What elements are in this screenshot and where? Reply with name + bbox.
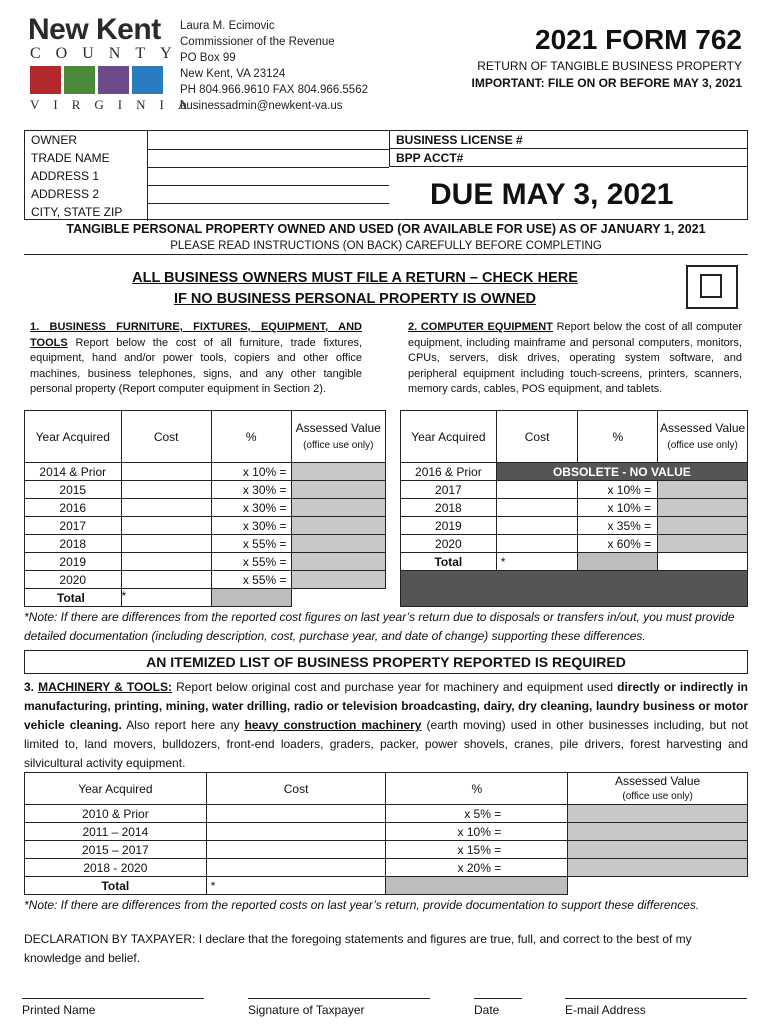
logo-title: New Kent [28, 13, 161, 46]
assessed-cell [291, 499, 385, 517]
logo-state: VIRGINIA [30, 97, 202, 112]
email-field[interactable]: E-mail Address [565, 998, 747, 1017]
total-percent-cell [211, 589, 291, 607]
section3-table [24, 772, 748, 895]
assessed-cell [291, 463, 385, 481]
assessed-cell [291, 535, 385, 553]
section3-heading: MACHINERY & TOOLS: [38, 680, 172, 694]
table-row [25, 571, 386, 589]
cost-cell[interactable] [496, 517, 578, 535]
percent-cell: x 5% = [386, 805, 568, 823]
col-assessed-value [291, 411, 385, 463]
col-cost: Cost [206, 773, 386, 805]
signature-field[interactable]: Signature of Taxpayer [248, 998, 430, 1017]
commissioner-name: Laura M. Ecimovic [180, 20, 275, 32]
note-section1: *Note: If there are differences from the reported cost figures on last year’s return due to disposals or transfers in/out, you must provide detailed documentation (including description, cost, purchase year, and date of change) supporting these differences. [24, 610, 735, 643]
percent-cell: x 15% = [386, 841, 568, 859]
cost-cell[interactable] [496, 481, 578, 499]
bpp-acct-field[interactable]: BPP ACCT# [389, 149, 747, 167]
section1-heading: 1. BUSINESS FURNITURE, FIXTURES, EQUIPMENT, AND TOOLS [30, 321, 362, 349]
cost-cell[interactable] [496, 535, 578, 553]
year-cell: 2020 [25, 571, 122, 589]
assessed-cell [568, 823, 748, 841]
cost-cell[interactable] [121, 535, 211, 553]
section1-text: Report below the cost of all furniture, trade fixtures, equipment, hand and/or power tools, copiers and other office machines, business telephones, signs, and any other tangible personal property (Report computer equipment in Section 2). [30, 336, 363, 396]
address1-label: ADDRESS 1 [31, 169, 100, 183]
section1-table [24, 410, 386, 607]
year-cell: 2019 [25, 553, 122, 571]
percent-cell: x 30% = [211, 499, 291, 517]
percent-cell: x 10% = [211, 463, 291, 481]
year-cell: 2017 [401, 481, 497, 499]
commissioner-role: Commissioner of the Revenue [180, 36, 335, 48]
logo-county: COUNTY [30, 45, 187, 62]
office-use-label: (office use only) [622, 790, 693, 802]
po-box: PO Box 99 [180, 52, 236, 64]
filler-row [401, 571, 748, 607]
percent-cell: x 35% = [578, 517, 658, 535]
assessed-cell [658, 535, 748, 553]
declaration: DECLARATION BY TAXPAYER: I declare that the foregoing statements and figures are true, full, and correct to the best of my knowledge and belief. [24, 932, 692, 965]
city-state-zip-field[interactable] [147, 203, 389, 221]
no-property-checkbox[interactable] [700, 274, 722, 298]
assessed-cell [658, 499, 748, 517]
col-cost: Cost [496, 411, 578, 463]
table-row [401, 535, 748, 553]
all-owners-notice [100, 268, 610, 310]
farm-icon [64, 66, 95, 94]
grapes-icon [98, 66, 129, 94]
section2-table [400, 410, 748, 607]
table-row [25, 823, 748, 841]
table-row [25, 463, 386, 481]
total-label: Total [401, 553, 497, 571]
obsolete-cell: OBSOLETE - NO VALUE [496, 463, 747, 481]
owner-row [25, 131, 389, 149]
year-cell: 2010 & Prior [25, 805, 207, 823]
total-cost-cell[interactable]: * [496, 553, 578, 571]
col-cost: Cost [121, 411, 211, 463]
col-percent: % [211, 411, 291, 463]
phone: PH 804.966.9610 FAX 804.966.5562 [180, 84, 368, 96]
section1-description [30, 320, 362, 398]
col-assessed-value [568, 773, 748, 805]
assessed-cell [291, 553, 385, 571]
cost-cell[interactable] [121, 517, 211, 535]
itemized-list-heading: AN ITEMIZED LIST OF BUSINESS PROPERTY REPORTED IS REQUIRED [24, 650, 748, 674]
total-row [25, 877, 748, 895]
address1-row [25, 167, 389, 185]
horse-icon [30, 66, 61, 94]
col-year-acquired: Year Acquired [25, 773, 207, 805]
percent-cell: x 55% = [211, 571, 291, 589]
section2-heading: 2. COMPUTER EQUIPMENT [408, 321, 553, 333]
total-cost-cell[interactable]: * [121, 589, 211, 607]
col-percent: % [386, 773, 568, 805]
note-section3: *Note: If there are differences from the reported costs on last year’s return, provide documentation to support these differences. [24, 898, 700, 912]
owner-label: OWNER [31, 133, 77, 147]
office-use-label: (office use only) [303, 439, 374, 451]
address2-label: ADDRESS 2 [31, 187, 100, 201]
table-row [25, 553, 386, 571]
email: businessadmin@newkent-va.us [180, 100, 343, 112]
section3-description [24, 678, 748, 773]
logo-icons [30, 66, 170, 94]
year-cell: 2018 [25, 535, 122, 553]
account-fields [389, 131, 747, 167]
section2-text: Report below the cost of all computer equipment, including mainframe and personal computers, monitors, CPUs, servers, disk drives, operating system software, and peripheral equipment including touch-screens, printers, scanners, memory cards, cables, POS equipment, and tablets. [408, 321, 743, 396]
assessed-cell [568, 841, 748, 859]
section3-bold-a: directly or indirectly in manufacturing, printing, mining, water drilling, radio or television broadcasting, dairy, dry cleaning, laundry business or motor vehicle cleaning. [24, 680, 749, 732]
table-row [25, 517, 386, 535]
total-row [401, 553, 748, 571]
year-cell: 2018 - 2020 [25, 859, 207, 877]
table-row [25, 481, 386, 499]
business-license-field[interactable]: BUSINESS LICENSE # [389, 131, 747, 149]
table-row [25, 841, 748, 859]
col-year-acquired: Year Acquired [401, 411, 497, 463]
cost-cell[interactable] [121, 553, 211, 571]
percent-cell: x 20% = [386, 859, 568, 877]
year-cell: 2015 – 2017 [25, 841, 207, 859]
cost-cell[interactable] [496, 499, 578, 517]
commissioner-contact [180, 18, 368, 114]
year-cell: 2017 [25, 517, 122, 535]
col-year-acquired: Year Acquired [25, 411, 122, 463]
col-assessed-label: Assessed Value [295, 420, 381, 435]
form-subtitle [472, 58, 743, 92]
county-logo [28, 13, 202, 112]
city-state-zip-label: CITY, STATE ZIP [31, 205, 123, 219]
col-percent: % [578, 411, 658, 463]
cost-cell[interactable] [206, 823, 386, 841]
cost-cell[interactable] [121, 481, 211, 499]
date-field[interactable]: Date [474, 998, 522, 1017]
trade-name-label: TRADE NAME [31, 151, 110, 165]
cost-cell[interactable] [206, 841, 386, 859]
total-percent-cell [386, 877, 568, 895]
total-row [25, 589, 386, 607]
assessed-cell [568, 859, 748, 877]
assessed-cell [658, 517, 748, 535]
year-cell: 2016 [25, 499, 122, 517]
section3-number: 3. [24, 680, 39, 694]
cost-cell[interactable] [121, 571, 211, 589]
year-cell: 2014 & Prior [25, 463, 122, 481]
section2-rows [401, 463, 748, 607]
section3-bold-b: heavy construction machinery [244, 718, 422, 732]
due-date-heading: DUE MAY 3, 2021 [430, 178, 674, 211]
assessed-cell [291, 517, 385, 535]
trade-name-row [25, 149, 389, 167]
section3-text-b: Also report here any [121, 718, 245, 732]
col-assessed-label: Assessed Value [615, 773, 701, 788]
office-use-label: (office use only) [667, 439, 738, 451]
obsolete-row [401, 463, 748, 481]
form-subtitle-text: RETURN OF TANGIBLE BUSINESS PROPERTY [477, 59, 742, 73]
filler-cell [401, 571, 748, 607]
trade-name-field[interactable] [147, 149, 389, 167]
table-row [25, 859, 748, 877]
year-cell: 2018 [401, 499, 497, 517]
percent-cell: x 55% = [211, 535, 291, 553]
address1-field[interactable] [147, 167, 389, 185]
total-label: Total [25, 877, 207, 895]
section2-description [408, 320, 742, 398]
year-cell: 2015 [25, 481, 122, 499]
form-title: 2021 FORM 762 [535, 24, 742, 55]
table-row [401, 481, 748, 499]
total-blank [658, 553, 748, 571]
table-row [401, 499, 748, 517]
cost-cell[interactable] [121, 499, 211, 517]
percent-cell: x 10% = [578, 481, 658, 499]
important-notice: IMPORTANT: FILE ON OR BEFORE MAY 3, 2021 [471, 76, 742, 90]
assessed-cell [658, 481, 748, 499]
assessed-cell [291, 571, 385, 589]
percent-cell: x 10% = [386, 823, 568, 841]
year-cell: 2011 – 2014 [25, 823, 207, 841]
col-assessed-value [658, 411, 748, 463]
section3-text-a: Report below original cost and purchase year for machinery and equipment used [172, 680, 618, 694]
read-instructions: PLEASE READ INSTRUCTIONS (ON BACK) CAREFULLY BEFORE COMPLETING [24, 240, 748, 255]
year-cell: 2016 & Prior [401, 463, 497, 481]
address2-field[interactable] [147, 185, 389, 203]
section3-text-c: (earth moving) used in other businesses including, but not limited to, land movers, bulldozers, front-end loaders, graders, packer, power shovels, cranes, pile drivers, forest harvesting and silvicultural activity equipment. [24, 718, 748, 770]
cost-cell[interactable] [121, 463, 211, 481]
all-owners-line2: IF NO BUSINESS PERSONAL PROPERTY IS OWNED [173, 291, 537, 307]
water-icon [132, 66, 163, 94]
printed-name-field[interactable]: Printed Name [22, 998, 204, 1017]
percent-cell: x 30% = [211, 517, 291, 535]
total-blank [568, 877, 748, 895]
percent-cell: x 55% = [211, 553, 291, 571]
section1-rows [25, 463, 386, 607]
percent-cell: x 10% = [578, 499, 658, 517]
assessed-cell [291, 481, 385, 499]
tangible-heading: TANGIBLE PERSONAL PROPERTY OWNED AND USED (OR AVAILABLE FOR USE) AS OF JANUARY 1, 2021 [66, 222, 706, 236]
all-owners-line1: ALL BUSINESS OWNERS MUST FILE A RETURN – CHECK HERE [132, 270, 578, 286]
year-cell: 2020 [401, 535, 497, 553]
cost-cell[interactable] [206, 805, 386, 823]
total-label: Total [25, 589, 122, 607]
address2-row [25, 185, 389, 203]
year-cell: 2019 [401, 517, 497, 535]
table-row [401, 517, 748, 535]
col-assessed-label: Assessed Value [660, 420, 746, 435]
section3-rows [25, 805, 748, 895]
city: New Kent, VA 23124 [180, 68, 286, 80]
total-blank [291, 589, 385, 607]
percent-cell: x 30% = [211, 481, 291, 499]
assessed-cell [568, 805, 748, 823]
total-percent-cell [578, 553, 658, 571]
cost-cell[interactable] [206, 859, 386, 877]
table-row [25, 499, 386, 517]
owner-field[interactable] [147, 131, 389, 149]
table-row [25, 535, 386, 553]
total-cost-cell[interactable]: * [206, 877, 386, 895]
city-state-zip-row [25, 203, 389, 221]
table-row [25, 805, 748, 823]
percent-cell: x 60% = [578, 535, 658, 553]
